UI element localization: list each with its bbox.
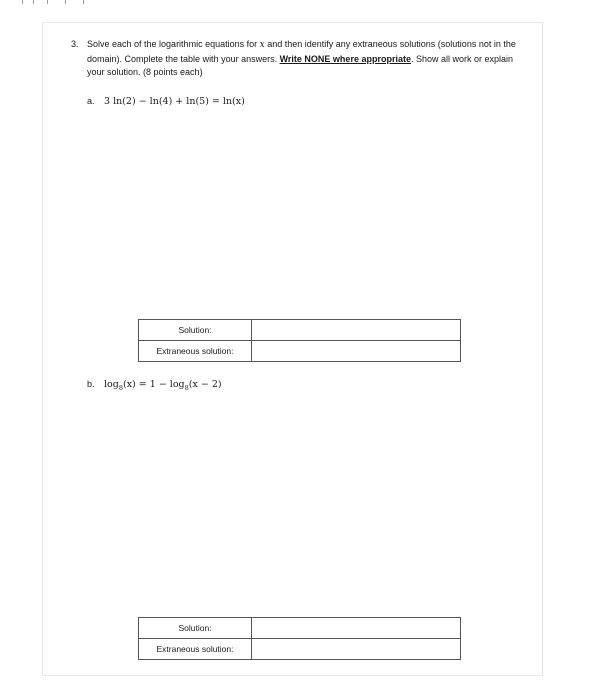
log-base: 8 — [118, 383, 123, 392]
instruction-text-1: Solve each of the logarithmic equations for — [87, 39, 260, 49]
part-a-answer-table — [138, 319, 461, 362]
part-a — [87, 96, 245, 107]
edge-mark — [33, 0, 34, 4]
part-b — [87, 379, 222, 392]
part-b-equation — [104, 379, 222, 390]
part-a-equation: 3 ln(2) − ln(4) + ln(5) = ln(x) — [104, 96, 245, 107]
table-row — [139, 320, 461, 341]
extraneous-answer-cell[interactable] — [252, 639, 461, 660]
instruction-emphasis: Write NONE where appropriate — [279, 53, 411, 64]
part-b-letter: b. — [87, 379, 95, 389]
table-row — [139, 639, 461, 660]
variable-x: x — [259, 40, 265, 50]
edge-mark — [65, 0, 66, 4]
table-row — [139, 341, 461, 362]
edge-mark — [47, 0, 48, 4]
table-row — [139, 618, 461, 639]
edge-mark — [83, 0, 84, 4]
edge-mark — [22, 0, 23, 4]
solution-label: Solution: — [139, 618, 252, 639]
solution-answer-cell[interactable] — [252, 320, 461, 341]
question-number: 3. — [71, 39, 79, 49]
instruction-text-2: and then identify any extraneous solutions (solutions not in the domain). Complete the table with your answers. — [87, 39, 516, 64]
equation-end: (x − 2) — [188, 379, 222, 390]
extraneous-label: Extraneous solution: — [139, 341, 252, 362]
extraneous-answer-cell[interactable] — [252, 341, 461, 362]
solution-answer-cell[interactable] — [252, 618, 461, 639]
question-3 — [71, 38, 516, 80]
part-b-answer-table — [138, 617, 461, 660]
instruction-text-3: . Show all work or explain your solution. (8 points each) — [87, 53, 514, 77]
part-a-letter: a. — [87, 96, 95, 106]
question-instructions — [87, 38, 516, 80]
extraneous-label: Extraneous solution: — [139, 639, 252, 660]
log-text: log — [104, 379, 119, 390]
equation-middle: (x) = 1 − log — [122, 379, 185, 390]
solution-label: Solution: — [139, 320, 252, 341]
top-edge-marks — [0, 0, 590, 6]
log-base: 8 — [184, 383, 189, 392]
